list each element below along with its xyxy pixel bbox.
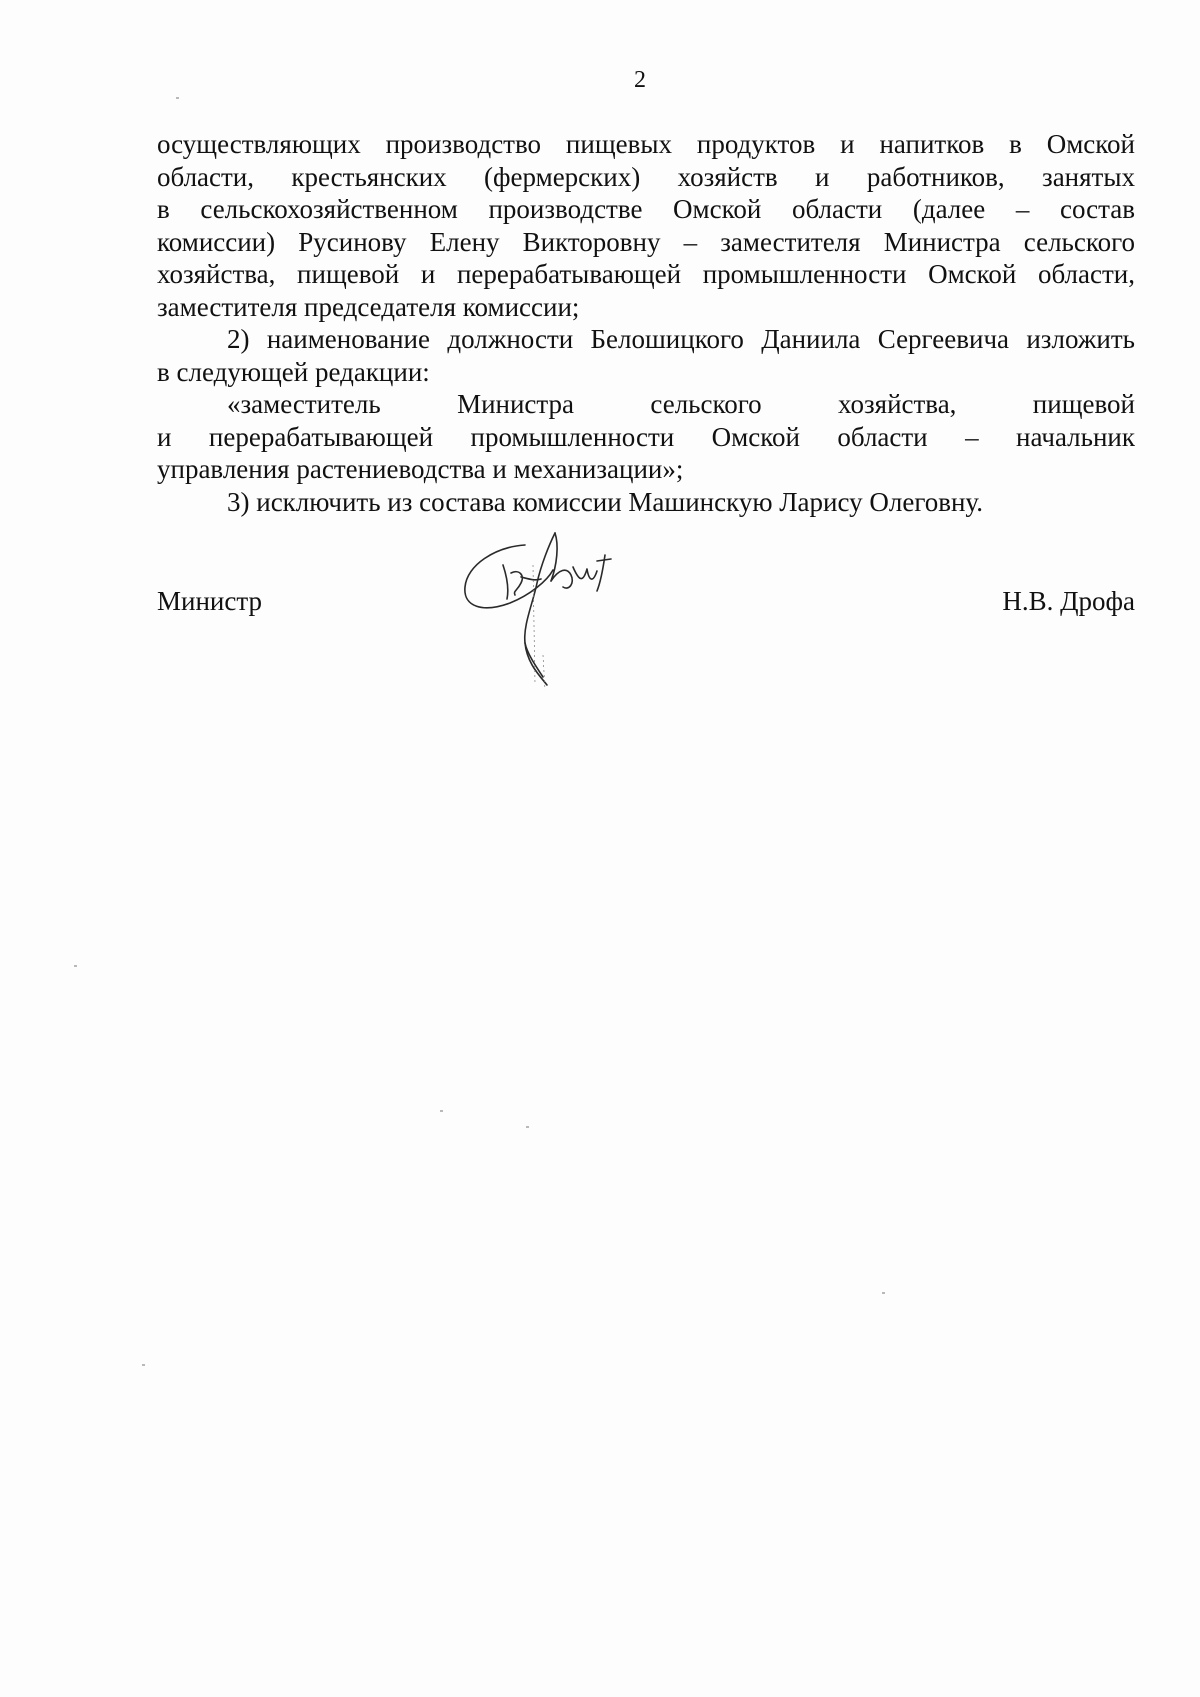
- text-line: управления растениеводства и механизации»;: [157, 454, 684, 484]
- text-line: комиссии) Русинову Елену Викторовну – заместителя Министра сельского: [157, 226, 1135, 257]
- text-line: 3) исключить из состава комиссии Машинскую Ларису Олеговну.: [227, 486, 983, 517]
- paragraph-item-2: [157, 323, 1135, 388]
- signatory-name: Н.В. Дрофа: [1002, 586, 1135, 616]
- text-line: и перерабатывающей промышленности Омской области – начальник: [157, 421, 1135, 452]
- paragraph-new-position-title: [157, 388, 1135, 486]
- handwritten-signature-image: [455, 525, 665, 705]
- scan-speck: [142, 1364, 145, 1366]
- scan-speck: [74, 965, 77, 967]
- text-line: 2) наименование должности Белошицкого Даниила Сергеевича изложить: [227, 324, 1135, 354]
- text-line: осуществляющих производство пищевых продуктов и напитков в Омской: [157, 129, 1135, 159]
- signatory-title: Министр: [157, 586, 262, 616]
- paragraph-item-3: [157, 486, 1135, 519]
- text-line: заместителя председателя комиссии;: [157, 291, 580, 322]
- scan-speck: [526, 1126, 529, 1128]
- text-line: хозяйства, пищевой и перерабатывающей промышленности Омской области,: [157, 259, 1135, 289]
- scan-speck: [882, 1292, 885, 1294]
- text-line: области, крестьянских (фермерских) хозяйств и работников, занятых: [157, 161, 1135, 192]
- scan-speck: [176, 97, 179, 99]
- text-line: в следующей редакции:: [157, 356, 430, 387]
- page-number: 2: [634, 67, 646, 93]
- scan-speck: [440, 1110, 443, 1112]
- text-line: в сельскохозяйственном производстве Омской области (далее – состав: [157, 194, 1135, 224]
- text-line: «заместитель Министра сельского хозяйства, пищевой: [227, 389, 1135, 419]
- document-body: [157, 128, 1135, 518]
- paragraph-commission-composition: [157, 128, 1135, 323]
